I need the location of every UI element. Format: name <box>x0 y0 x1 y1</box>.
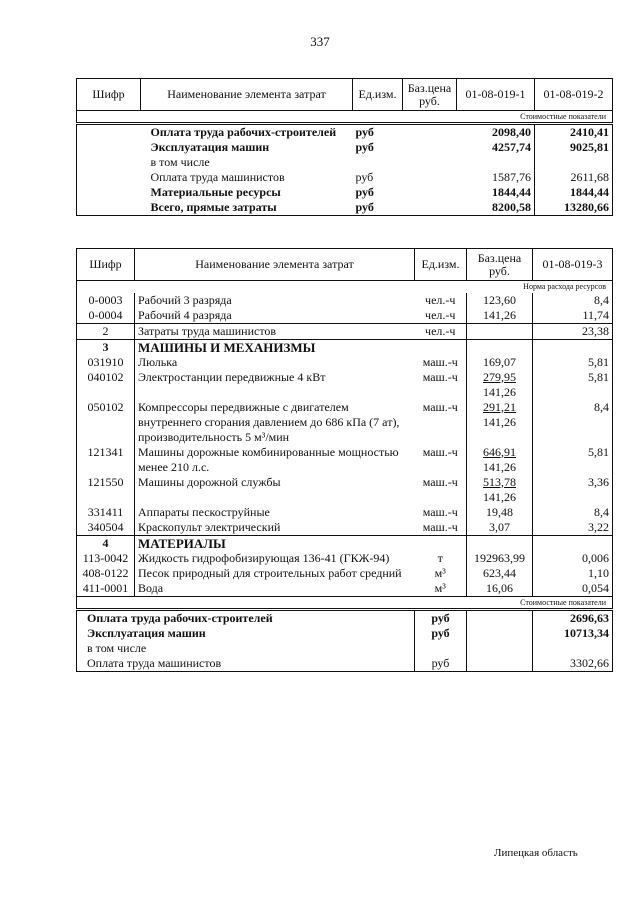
table-row <box>77 609 613 626</box>
table-row <box>77 505 613 520</box>
row-name: Эксплуатация машин <box>150 140 270 154</box>
row-unit <box>415 641 467 656</box>
row-value-2 <box>535 155 613 170</box>
price-value: 141,26 <box>483 307 516 322</box>
row-name: Оплата труда машинистов <box>77 656 415 672</box>
table-row <box>77 551 613 566</box>
row-name: Жидкость гидрофобизирующая 136-41 (ГКЖ-94) <box>138 550 390 565</box>
table-row <box>77 185 613 200</box>
row-price <box>467 535 533 551</box>
cost-table-1 <box>76 78 613 216</box>
row-unit: чел.-ч <box>415 308 467 324</box>
row-name: МАШИНЫ И МЕХАНИЗМЫ <box>135 339 415 355</box>
row-value: 10713,34 <box>533 626 613 641</box>
row-price <box>467 308 533 324</box>
table-row <box>77 339 613 355</box>
header-col1: 01-08-019-3 <box>533 249 613 281</box>
table-row <box>77 626 613 641</box>
row-unit: маш.-ч <box>422 369 458 384</box>
row-price <box>467 656 533 672</box>
row-name: Оплата труда машинистов <box>150 170 285 184</box>
row-name: Оплата труда рабочих-строителей <box>141 124 353 141</box>
row-value-2: 9025,81 <box>535 140 613 155</box>
row-price <box>467 370 533 400</box>
table-row <box>77 140 613 155</box>
price-value-2: 141,26 <box>483 459 516 474</box>
row-norm: 8,4 <box>533 400 613 445</box>
row-name: Материальные ресурсы <box>150 185 281 199</box>
row-value: 2696,63 <box>533 609 613 626</box>
cost-subheader: Стоимостные показатели <box>77 111 613 124</box>
row-price <box>467 323 533 339</box>
header-unit: Ед.изм. <box>353 79 403 111</box>
price-value: 169,07 <box>483 354 516 369</box>
row-value-1 <box>457 155 535 170</box>
row-name: Компрессоры передвижные с двигателем внутреннего сгорания давлением до 686 кПа (7 ат), производительность 5 м³/мин <box>138 399 400 444</box>
row-norm: 0,054 <box>533 581 613 597</box>
row-value-2: 2410,41 <box>535 124 613 141</box>
row-norm: 11,74 <box>533 308 613 324</box>
row-price <box>467 475 533 505</box>
row-price <box>467 445 533 475</box>
table-row <box>77 656 613 672</box>
price-value: 623,44 <box>483 565 516 580</box>
row-value-2: 2611,68 <box>535 170 613 185</box>
cost-subheader-2: Стоимостные показатели <box>77 596 613 609</box>
row-code: 031910 <box>77 355 135 370</box>
row-code <box>77 170 141 185</box>
row-base-price <box>403 185 457 200</box>
table-row <box>77 520 613 536</box>
row-price <box>467 626 533 641</box>
row-code: 0-0003 <box>77 293 135 308</box>
row-price <box>467 566 533 581</box>
page-number: 337 <box>310 34 330 49</box>
table-row <box>77 308 613 324</box>
table-row <box>77 581 613 597</box>
row-name: в том числе <box>77 641 415 656</box>
row-name: Песок природный для строительных работ средний <box>138 565 402 580</box>
row-code: 121341 <box>77 445 135 475</box>
row-unit: м³ <box>434 565 446 580</box>
row-code: 411-0001 <box>77 581 135 597</box>
row-code: 113-0042 <box>77 551 135 566</box>
table-row <box>77 641 613 656</box>
row-name: МАТЕРИАЛЫ <box>135 535 415 551</box>
row-norm: 1,10 <box>533 566 613 581</box>
price-value: 16,06 <box>486 580 513 595</box>
row-unit: руб <box>355 140 374 154</box>
row-base-price <box>403 155 457 170</box>
row-name: Краскопульт электрический <box>138 519 281 534</box>
row-norm <box>533 339 613 355</box>
price-value-2: 141,26 <box>483 384 516 399</box>
row-value-1: 4257,74 <box>492 140 531 154</box>
row-norm: 23,38 <box>533 323 613 339</box>
row-norm: 3,22 <box>533 520 613 536</box>
row-price <box>467 293 533 308</box>
table-row <box>77 370 613 400</box>
price-value: 192963,99 <box>474 550 525 565</box>
header-col1: 01-08-019-1 <box>457 79 535 111</box>
row-name: Вода <box>138 580 164 595</box>
row-unit <box>353 155 403 170</box>
row-price <box>467 520 533 536</box>
row-unit: маш.-ч <box>422 354 458 369</box>
row-name: Рабочий 4 разряда <box>135 308 415 324</box>
norm-subheader: Норма расхода ресурсов <box>77 281 613 293</box>
header-name: Наименование элемента затрат <box>141 79 353 111</box>
row-value-2: 13280,66 <box>535 200 613 216</box>
price-value: 3,07 <box>489 519 510 534</box>
row-unit: чел.-ч <box>425 292 456 307</box>
row-unit: маш.-ч <box>422 444 458 459</box>
row-name: Рабочий 3 разряда <box>138 292 232 307</box>
row-price <box>467 355 533 370</box>
row-unit: руб <box>415 656 467 672</box>
row-value-1: 1844,44 <box>492 185 531 199</box>
row-price <box>467 551 533 566</box>
row-base-price <box>403 140 457 155</box>
price-value: 291,21 <box>483 399 516 414</box>
row-unit <box>415 339 467 355</box>
row-code: 3 <box>77 339 135 355</box>
row-code: 4 <box>77 535 135 551</box>
row-name: Электростанции передвижные 4 кВт <box>138 369 326 384</box>
row-unit: руб <box>415 609 467 626</box>
row-price <box>467 641 533 656</box>
row-price <box>467 400 533 445</box>
price-value: 646,91 <box>483 444 516 459</box>
header-col2: 01-08-019-2 <box>535 79 613 111</box>
row-name: Аппараты пескоструйные <box>138 504 270 519</box>
row-unit: руб <box>355 170 374 184</box>
price-value-2: 141,26 <box>483 414 516 429</box>
row-price <box>467 505 533 520</box>
row-name: Всего, прямые затраты <box>141 200 353 216</box>
row-price <box>467 609 533 626</box>
header-code: Шифр <box>77 249 135 281</box>
row-base-price <box>403 124 457 141</box>
row-code: 331411 <box>77 505 135 520</box>
row-norm: 0,006 <box>533 551 613 566</box>
price-value: 513,78 <box>483 474 516 489</box>
row-name: в том числе <box>150 155 210 169</box>
row-unit: т <box>437 550 443 565</box>
header-name: Наименование элемента затрат <box>135 249 415 281</box>
price-value: 19,48 <box>486 504 513 519</box>
row-code: 121550 <box>77 475 135 505</box>
row-price <box>467 339 533 355</box>
row-norm: 8,4 <box>533 293 613 308</box>
table-row <box>77 475 613 505</box>
resource-table <box>76 248 613 672</box>
row-unit <box>415 535 467 551</box>
row-code: 050102 <box>77 400 135 445</box>
row-value <box>533 641 613 656</box>
row-unit: чел.-ч <box>415 323 467 339</box>
region-footer: Липецкая область <box>494 847 578 859</box>
price-value: 123,60 <box>483 292 516 307</box>
row-value-1: 8200,58 <box>457 200 535 216</box>
table-row <box>77 355 613 370</box>
row-unit: руб <box>353 124 403 141</box>
row-code: 408-0122 <box>77 566 135 581</box>
row-code <box>77 140 141 155</box>
row-code <box>77 185 141 200</box>
header-base-price: Баз.цена руб. <box>403 79 457 111</box>
table-row <box>77 566 613 581</box>
table-row <box>77 323 613 339</box>
row-code: 340504 <box>77 520 135 536</box>
row-name: Машины дорожной службы <box>138 474 281 489</box>
row-value-1: 2098,40 <box>457 124 535 141</box>
header-base-price: Баз.цена руб. <box>467 249 533 281</box>
row-code: 040102 <box>77 370 135 400</box>
row-code <box>77 200 141 216</box>
row-code: 0-0004 <box>77 308 135 324</box>
row-norm <box>533 535 613 551</box>
row-unit: руб <box>353 200 403 216</box>
row-norm: 5,81 <box>533 445 613 475</box>
row-unit: руб <box>355 185 374 199</box>
row-code <box>77 124 141 141</box>
row-value-2: 1844,44 <box>535 185 613 200</box>
table-row <box>77 400 613 445</box>
row-unit: маш.-ч <box>422 504 458 519</box>
price-value-2: 141,26 <box>483 489 516 504</box>
row-code: 2 <box>77 323 135 339</box>
row-unit: руб <box>415 626 467 641</box>
price-value: 279,95 <box>483 369 516 384</box>
row-norm: 5,81 <box>533 370 613 400</box>
table-row <box>77 293 613 308</box>
table-row <box>77 445 613 475</box>
table-row <box>77 155 613 170</box>
row-price <box>467 581 533 597</box>
row-name: Машины дорожные комбинированные мощностью менее 210 л.с. <box>138 444 399 474</box>
table-row <box>77 535 613 551</box>
table-row <box>77 124 613 141</box>
row-base-price <box>403 200 457 216</box>
row-name: Затраты труда машинистов <box>135 323 415 339</box>
row-unit: маш.-ч <box>422 399 458 414</box>
header-unit: Ед.изм. <box>415 249 467 281</box>
row-value-1: 1587,76 <box>492 170 531 184</box>
row-unit: маш.-ч <box>422 519 458 534</box>
table-row <box>77 170 613 185</box>
row-value: 3302,66 <box>533 656 613 672</box>
row-base-price <box>403 170 457 185</box>
table-row <box>77 200 613 216</box>
row-name: Люлька <box>138 354 178 369</box>
row-norm: 5,81 <box>533 355 613 370</box>
row-name: Оплата труда рабочих-строителей <box>77 609 415 626</box>
row-norm: 8,4 <box>533 505 613 520</box>
row-norm: 3,36 <box>533 475 613 505</box>
header-code: Шифр <box>77 79 141 111</box>
row-name: Эксплуатация машин <box>77 626 415 641</box>
row-code <box>77 155 141 170</box>
row-unit: м³ <box>434 580 446 595</box>
row-unit: маш.-ч <box>422 474 458 489</box>
